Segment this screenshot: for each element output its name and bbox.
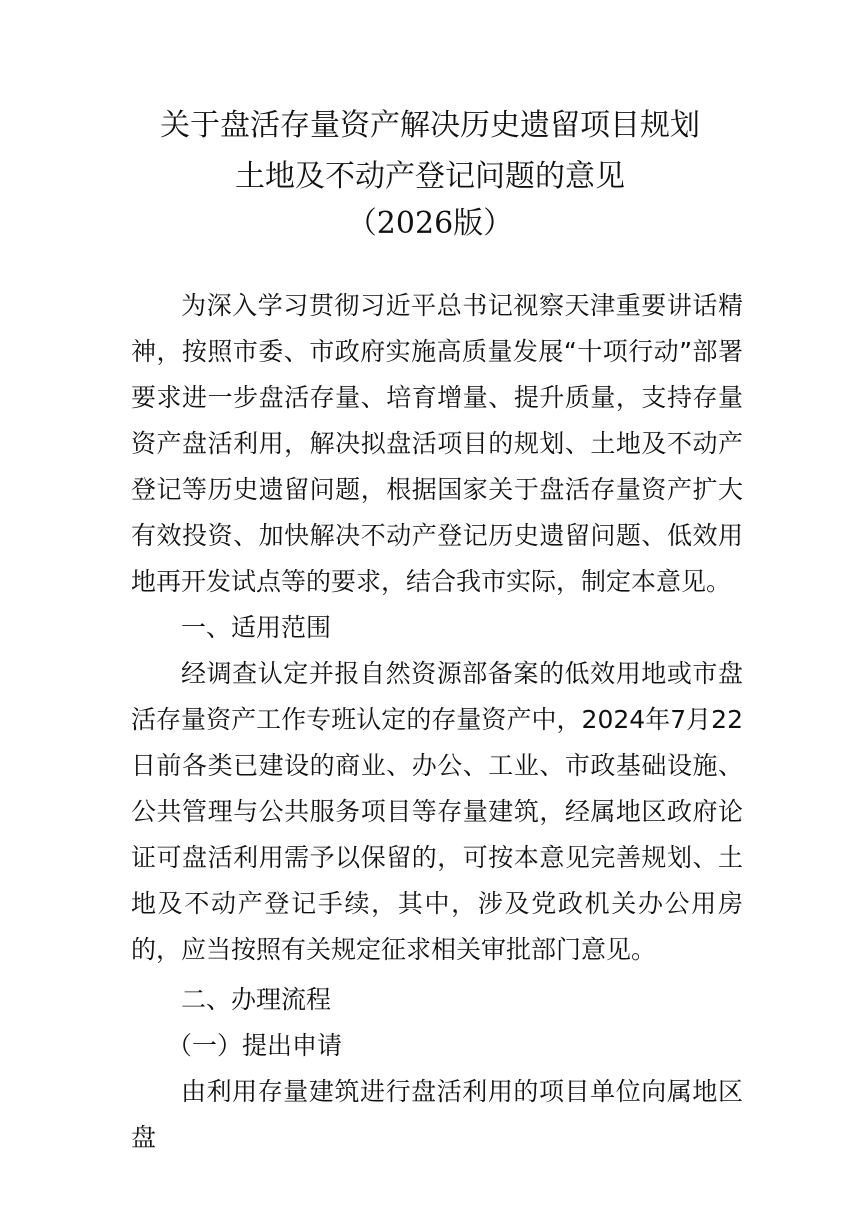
section-1-paragraph: 经调查认定并报自然资源部备案的低效用地或市盘活存量资产工作专班认定的存量资产中，2024年7月22日前各类已建设的商业、办公、工业、市政基础设施、公共管理与公共服务项目等存量建筑，经属地区政府论证可盘活利用需予以保留的，可按本意见完善规划、土地及不动产登记手续，其中，涉及党政机关办公用房的，应当按照有关规定征求相关审批部门意见。 — [131, 659, 743, 964]
section-1-heading: 一、适用范围 — [181, 613, 332, 642]
document-title-version: （2026版） — [346, 206, 514, 241]
subsection-1-paragraph: 由利用存量建筑进行盘活利用的项目单位向属地区盘 — [131, 1077, 743, 1152]
document-title-line-2: 土地及不动产登记问题的意见 — [235, 159, 625, 194]
document-title-line-1: 关于盘活存量资产解决历史遗留项目规划 — [160, 108, 700, 143]
intro-paragraph: 为深入学习贯彻习近平总书记视察天津重要讲话精神，按照市委、市政府实施高质量发展“十项行动”部署要求进一步盘活存量、培育增量、提升质量，支持存量资产盘活利用，解决拟盘活项目的规划、土地及不动产登记等历史遗留问题，根据国家关于盘活存量资产扩大有效投资、加快解决不动产登记历史遗留问题、低效用地再开发试点等的要求，结合我市实际，制定本意见。 — [131, 291, 743, 596]
section-2-heading: 二、办理流程 — [181, 985, 332, 1014]
subsection-1-heading: （一）提出申请 — [167, 1031, 343, 1060]
document-body — [131, 283, 743, 1161]
